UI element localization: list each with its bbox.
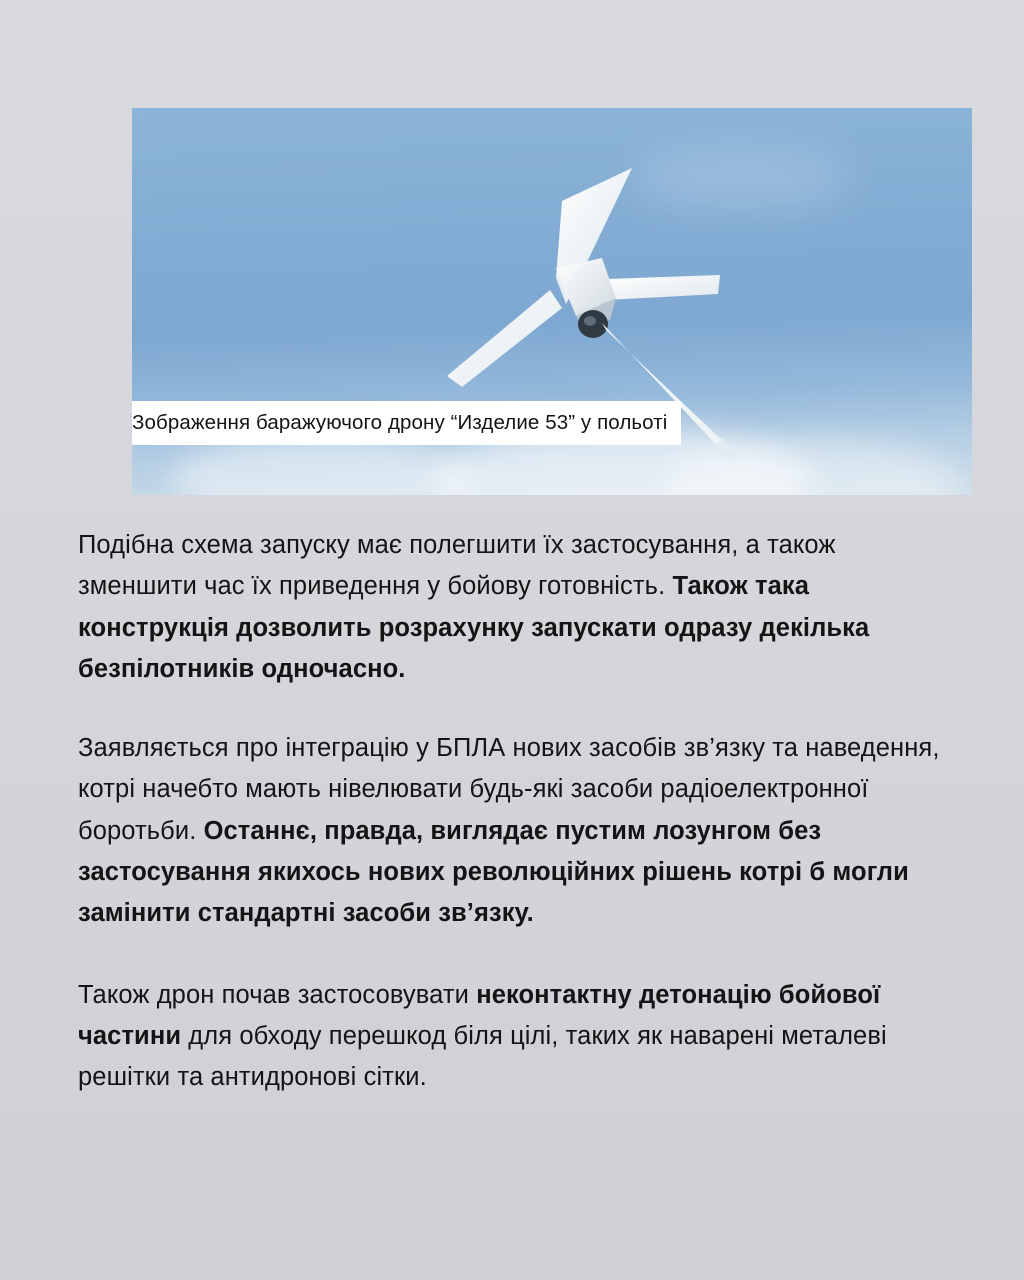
drone-figure [132,108,972,495]
paragraph-3 [78,975,958,1099]
paragraph-1 [78,525,958,690]
paragraph-3-run-3: для обходу перешкод біля цілі, таких як наварені металеві решітки та антидронові сітки. [78,1021,887,1092]
paragraph-3-run-1: Також дрон почав застосовувати [78,980,477,1009]
figure-caption: Зображення баражуючого дрону “Изделие 53” у польоті [132,401,681,445]
article-body [78,525,958,1099]
paragraph-2-run-1: Заявляється про інтеграцію у БПЛА нових засобів зв’язку та наведення, котрі начебто мають нівелювати будь-які засоби радіоелектронної боротьби. [78,734,940,845]
paragraph-3-run-2-bold: неконтактну детонацію бойової частини [78,980,881,1050]
paragraph-1-run-2-bold: Також така конструкція дозволить розрахунку запускати одразу декілька безпілотників одночасно. [78,572,870,683]
paragraph-2-run-2-bold: Останнє, правда, виглядає пустим лозунгом без застосування якихось нових революційних рішень котрі б могли замінити стандартні засоби зв’язку. [78,816,909,928]
paragraph-2 [78,728,958,934]
paragraph-1-run-1: Подібна схема запуску має полегшити їх застосування, а також зменшити час їх приведення у бойову готовність. [78,531,836,601]
